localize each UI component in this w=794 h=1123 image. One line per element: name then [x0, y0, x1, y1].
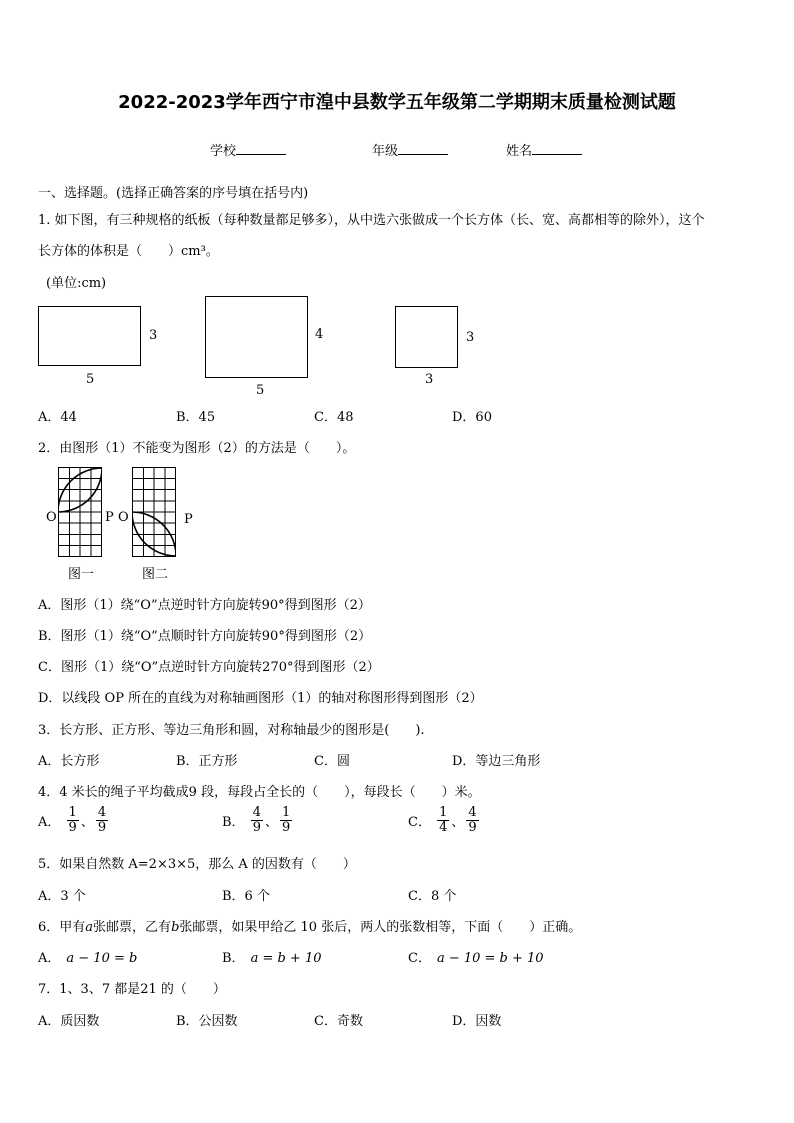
q7-option-a: A．质因数 — [38, 1014, 100, 1029]
q6-var-b: b — [171, 920, 180, 935]
q2-fig2-point-o: O — [118, 510, 129, 525]
q1-rect-5x3 — [38, 306, 141, 366]
q6-option-a-expr: a − 10 = b — [66, 951, 138, 966]
q7-option-d: D．因数 — [452, 1014, 502, 1029]
q2-option-a: A．图形（1）绕“O”点逆时针方向旋转90°得到图形（2） — [38, 598, 371, 613]
q1-rect-5x4 — [205, 296, 308, 378]
q5-stem: 5．如果自然数 A=2×3×5，那么 A 的因数有（ ） — [38, 857, 356, 872]
school-label: 学校 — [210, 144, 237, 159]
q7-option-c: C．奇数 — [314, 1014, 363, 1029]
q4-option-a-label: A． — [38, 815, 61, 830]
q4-option-b-separator: 、 — [264, 815, 278, 830]
q1-square-3x3 — [395, 306, 458, 368]
q4-option-c-fraction-2: $\frac{4}{9}$ — [468, 805, 477, 835]
q4-option-b-label: B． — [222, 815, 245, 830]
q2-option-b: B．图形（1）绕“O”点顺时针方向旋转90°得到图形（2） — [38, 629, 372, 644]
q5-option-c: C．8 个 — [408, 889, 457, 904]
q2-fig1-caption: 图一 — [68, 567, 95, 582]
q4-option-b — [222, 806, 294, 835]
q6-option-a-label: A． — [38, 951, 61, 966]
q5-option-a: A．3 个 — [38, 889, 86, 904]
name-label: 姓名 — [506, 144, 533, 159]
q6-option-b — [222, 947, 322, 966]
name-blank — [532, 142, 582, 155]
q4-option-a-separator: 、 — [80, 815, 94, 830]
school-field — [210, 140, 286, 159]
grade-blank — [398, 142, 448, 155]
q2-fig2-point-p: P — [184, 512, 193, 527]
q6-option-b-expr: a = b + 10 — [250, 951, 322, 966]
q2-fig2-caption: 图二 — [142, 567, 169, 582]
q6-stem — [38, 916, 581, 935]
q1-option-a: A．44 — [38, 410, 77, 425]
q1-rect2-width: 5 — [256, 383, 265, 398]
q1-unit: (单位:cm) — [46, 276, 107, 291]
q2-option-c: C．图形（1）绕“O”点逆时针方向旋转270°得到图形（2） — [38, 660, 380, 675]
q4-option-c-fraction-1: $\frac{1}{4}$ — [439, 805, 448, 835]
q2-option-d: D．以线段 OP 所在的直线为对称轴画图形（1）的轴对称图形得到图形（2） — [38, 691, 483, 706]
q1-rect2-height: 4 — [315, 327, 324, 342]
q2-fig1-point-p: P — [105, 510, 114, 525]
q7-option-b: B．公因数 — [176, 1014, 238, 1029]
q6-var-a: a — [85, 920, 94, 935]
q4-option-b-fraction-2: $\frac{1}{9}$ — [282, 805, 291, 835]
q1-option-c: C．48 — [314, 410, 354, 425]
q2-figure-2 — [132, 467, 176, 557]
q6-option-c-label: C． — [408, 951, 431, 966]
q4-stem: 4．4 米长的绳子平均截成9 段，每段占全长的（ ），每段长（ ）米。 — [38, 785, 481, 800]
q2-figure-1 — [58, 467, 102, 557]
q1-option-b: B．45 — [176, 410, 216, 425]
q6-stem-part-b: 张邮票，乙有 — [93, 920, 172, 935]
q3-option-d: D．等边三角形 — [452, 754, 541, 769]
q3-option-a: A．长方形 — [38, 754, 100, 769]
q6-stem-part-c: 张邮票，如果甲给乙 10 张后，两人的张数相等，下面（ ）正确。 — [179, 920, 582, 935]
q4-option-a — [38, 806, 110, 835]
q6-option-b-label: B． — [222, 951, 245, 966]
grade-field — [372, 140, 448, 159]
grade-label: 年级 — [372, 144, 399, 159]
q1-option-d: D．60 — [452, 410, 492, 425]
page-title: 2022-2023学年西宁市湟中县数学五年级第二学期期末质量检测试题 — [118, 92, 676, 113]
q4-option-b-fraction-1: $\frac{4}{9}$ — [252, 805, 261, 835]
q3-stem: 3．长方形、正方形、等边三角形和圆，对称轴最少的图形是( ). — [38, 723, 425, 738]
q3-option-c: C．圆 — [314, 754, 350, 769]
q3-option-b: B．正方形 — [176, 754, 238, 769]
q1-rect1-height: 3 — [149, 328, 158, 343]
q4-option-c-label: C． — [408, 815, 431, 830]
q4-option-c — [408, 806, 481, 835]
q2-stem: 2．由图形（1）不能变为图形（2）的方法是（ ）。 — [38, 441, 356, 456]
q7-stem: 7．1、3、7 都是21 的（ ） — [38, 982, 226, 997]
q4-option-a-fraction-1: $\frac{1}{9}$ — [68, 805, 77, 835]
q1-rect3-height: 3 — [466, 330, 475, 345]
name-field — [506, 140, 582, 159]
q1-rect3-width: 3 — [425, 372, 434, 387]
q4-option-c-separator: 、 — [451, 815, 465, 830]
school-blank — [236, 142, 286, 155]
q1-stem-line2: 长方体的体积是（ ）cm³。 — [38, 244, 219, 259]
q4-option-a-fraction-2: $\frac{4}{9}$ — [97, 805, 107, 835]
q6-stem-part-a: 6．甲有 — [38, 920, 86, 935]
q6-option-c — [408, 947, 544, 966]
q5-option-b: B．6 个 — [222, 889, 270, 904]
q1-stem-line1: 1. 如下图，有三种规格的纸板（每种数量都足够多），从中选六张做成一个长方体（长、宽、高都相等的除外），这个 — [38, 213, 705, 228]
q6-option-a — [38, 947, 137, 966]
q2-fig1-point-o: O — [46, 510, 57, 525]
q6-option-c-expr: a − 10 = b + 10 — [436, 951, 544, 966]
section-heading: 一、选择题。(选择正确答案的序号填在括号内) — [38, 186, 309, 201]
q1-rect1-width: 5 — [86, 372, 95, 387]
